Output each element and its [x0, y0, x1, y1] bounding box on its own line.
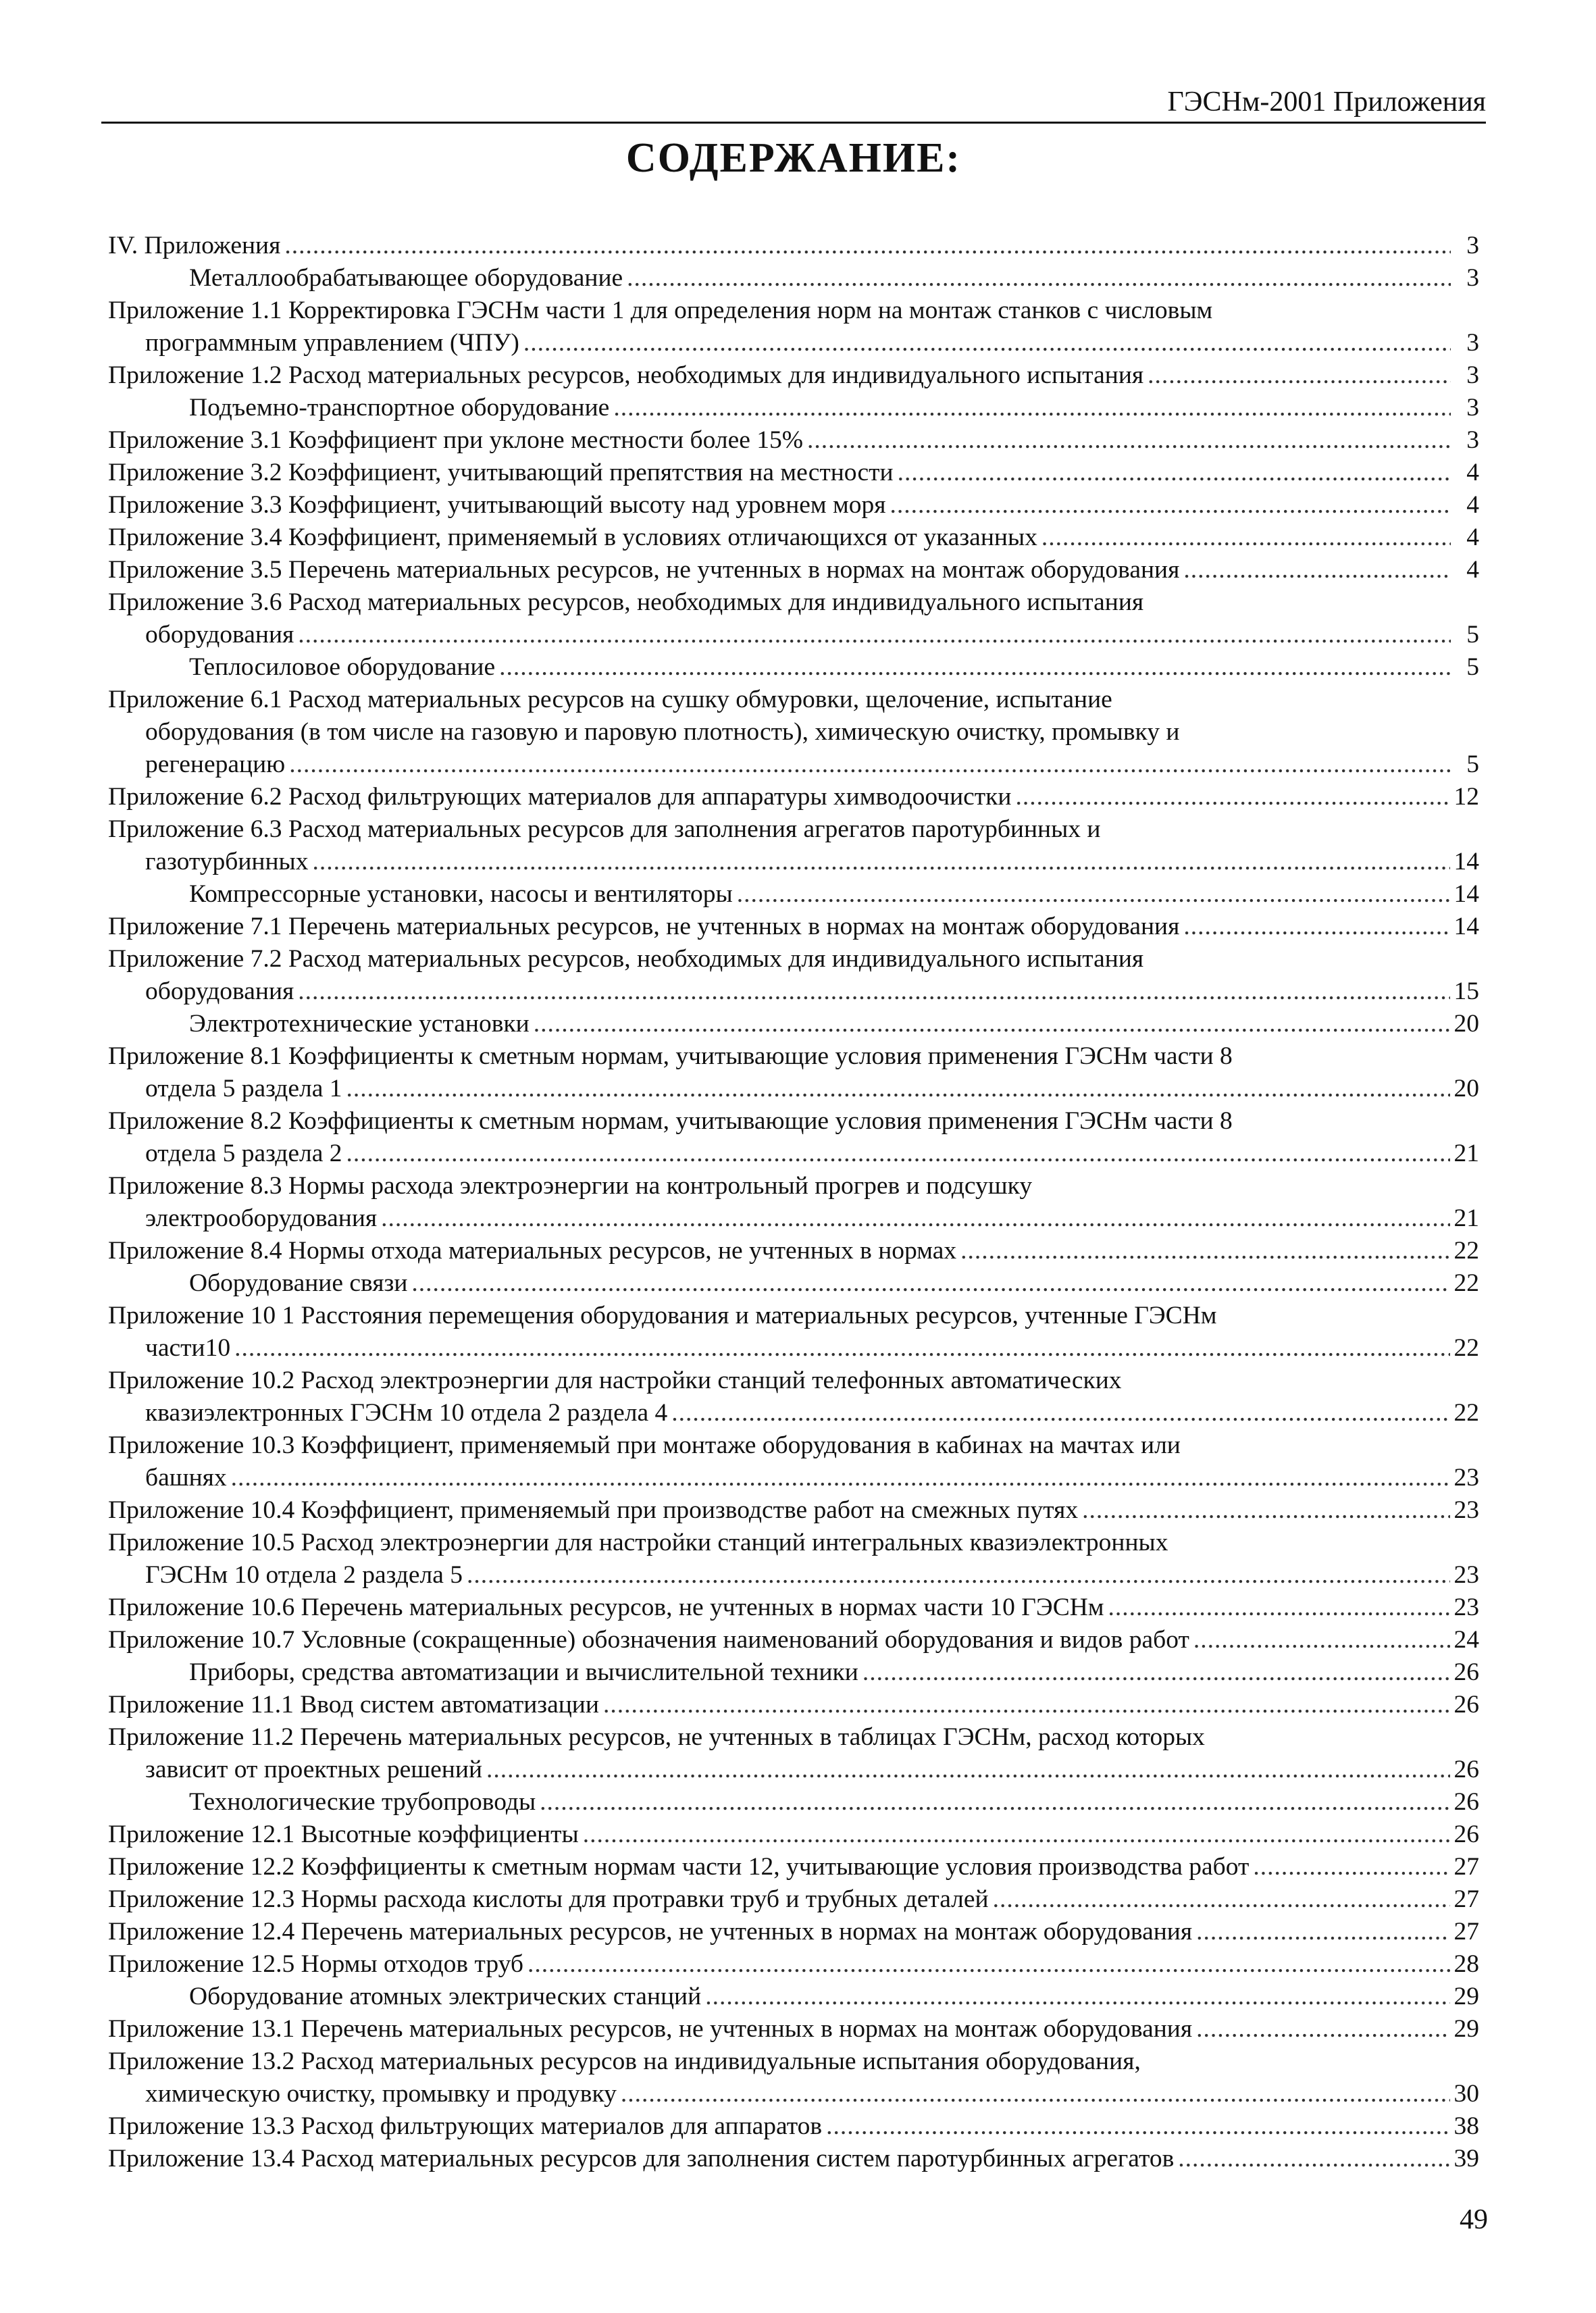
toc-entry-text: Приложение 3.6 Расход материальных ресурсов, необходимых для индивидуального испытания	[108, 588, 1144, 616]
toc-section-heading	[108, 262, 1479, 295]
toc-page-number: 14	[1453, 848, 1479, 875]
leader-dots	[898, 457, 1451, 489]
toc-entry	[108, 1721, 1479, 1786]
toc-page-number: 20	[1453, 1010, 1479, 1038]
leader-dots	[1193, 1624, 1450, 1656]
leader-dots	[1082, 1494, 1449, 1527]
toc-entry-text: Приложение 11.1 Ввод систем автоматизации	[108, 1691, 599, 1719]
leader-dots	[527, 1948, 1450, 1981]
leader-dots	[1148, 359, 1451, 392]
leader-dots	[1196, 2013, 1449, 2045]
toc-page-number: 23	[1453, 1496, 1479, 1524]
leader-dots	[960, 1235, 1449, 1267]
toc-page-number: 3	[1466, 232, 1479, 259]
toc-page-number: 4	[1466, 459, 1479, 486]
toc-entry	[108, 1948, 1479, 1981]
leader-dots	[1041, 522, 1451, 554]
toc-entry	[108, 359, 1479, 392]
toc-entry-text: Приложение 7.2 Расход материальных ресурсов, необходимых для индивидуального испытания	[108, 945, 1144, 973]
header-title: ГЭСНм-2001 Приложения	[1167, 86, 1486, 118]
toc-entry	[108, 457, 1479, 489]
toc-entry	[108, 2110, 1479, 2143]
leader-dots	[993, 1883, 1450, 1916]
toc-entry	[108, 2143, 1479, 2175]
leader-dots	[583, 1819, 1450, 1851]
leader-dots	[1196, 1916, 1449, 1948]
toc-entry	[108, 1235, 1479, 1267]
toc-entry-text: Приложение 12.4 Перечень материальных ресурсов, не учтенных в нормах на монтаж оборудования	[108, 1918, 1193, 1946]
toc-entry-text: отдела 5 раздела 1	[145, 1075, 342, 1102]
toc-page-number: 26	[1453, 1821, 1479, 1848]
toc-entry-text: Приложение 10.7 Условные (сокращенные) обозначения наименований оборудования и видов работ	[108, 1626, 1189, 1654]
toc-page-number: 20	[1453, 1075, 1479, 1102]
leader-dots	[523, 327, 1451, 359]
toc-page-number: 22	[1453, 1269, 1479, 1297]
toc-page-number: 5	[1466, 621, 1479, 649]
toc-entry	[108, 2013, 1479, 2045]
toc-section-heading	[108, 1267, 1479, 1300]
toc-entry	[108, 1851, 1479, 1883]
toc-entry-text: Приложение 12.3 Нормы расхода кислоты для протравки труб и трубных деталей	[108, 1885, 989, 1913]
leader-dots	[234, 1332, 1449, 1365]
leader-dots	[284, 230, 1451, 262]
toc-page-number: 15	[1453, 977, 1479, 1005]
toc-entry-text: Приложение 3.2 Коэффициент, учитывающий препятствия на местности	[108, 459, 894, 486]
leader-dots	[826, 2110, 1449, 2143]
toc-entry-text: оборудования	[145, 621, 294, 649]
leader-dots	[540, 1786, 1449, 1819]
toc-page-number: 39	[1453, 2145, 1479, 2172]
toc-entry	[108, 1300, 1479, 1365]
toc-entry-text: Приложение 3.3 Коэффициент, учитывающий высоту над уровнем моря	[108, 491, 886, 519]
toc-page-number: 3	[1466, 264, 1479, 292]
toc-entry-text: Приборы, средства автоматизации и вычислительной техники	[189, 1658, 858, 1686]
leader-dots	[1015, 781, 1449, 813]
toc-entry	[108, 522, 1479, 554]
toc-entry-text: Оборудование связи	[189, 1269, 408, 1297]
toc-page-number: 23	[1453, 1464, 1479, 1492]
toc-page-number: 3	[1466, 426, 1479, 454]
leader-dots	[705, 1981, 1449, 2013]
toc-page-number: 27	[1453, 1918, 1479, 1946]
toc-entry-text: башнях	[145, 1464, 227, 1492]
leader-dots	[486, 1754, 1449, 1786]
toc-entry-text: газотурбинных	[145, 848, 309, 875]
toc-entry	[108, 424, 1479, 457]
toc-section-heading	[108, 1008, 1479, 1040]
toc-entry-text: Приложение 6.1 Расход материальных ресурсов на сушку обмуровки, щелочение, испытание	[108, 686, 1112, 713]
toc-entry-text: Приложение 10.3 Коэффициент, применяемый при монтаже оборудования в кабинах на мачтах или	[108, 1431, 1181, 1459]
leader-dots	[621, 2078, 1450, 2110]
toc-entry	[108, 586, 1479, 651]
toc-section-heading	[108, 878, 1479, 911]
toc-entry	[108, 1916, 1479, 1948]
toc-entry	[108, 1527, 1479, 1592]
toc-page-number: 38	[1453, 2112, 1479, 2140]
toc-entry	[108, 1365, 1479, 1429]
toc-entry	[108, 1689, 1479, 1721]
leader-dots	[346, 1073, 1449, 1105]
toc-page-number: 22	[1453, 1399, 1479, 1427]
leader-dots	[613, 392, 1451, 424]
toc-entry-text: Приложение 12.1 Высотные коэффициенты	[108, 1821, 579, 1848]
leader-dots	[534, 1008, 1450, 1040]
leader-dots	[467, 1559, 1450, 1592]
toc-entry-text: Приложение 13.4 Расход материальных ресурсов для заполнения систем паротурбинных агрегатов	[108, 2145, 1175, 2172]
toc-entry-text: отдела 5 раздела 2	[145, 1140, 342, 1167]
toc-page-number: 27	[1453, 1885, 1479, 1913]
toc-entry-text: Приложение 3.5 Перечень материальных ресурсов, не учтенных в нормах на монтаж оборудования	[108, 556, 1180, 584]
leader-dots	[313, 846, 1450, 878]
toc-page-number: 3	[1466, 361, 1479, 389]
toc-entry-text: Приложение 12.2 Коэффициенты к сметным нормам части 12, учитывающие условия производства работ	[108, 1853, 1250, 1881]
leader-dots	[890, 489, 1451, 522]
toc-entry	[108, 2045, 1479, 2110]
leader-dots	[1108, 1592, 1450, 1624]
leader-dots	[1183, 554, 1451, 586]
toc-page-number: 29	[1453, 2015, 1479, 2043]
toc-entry-text: Приложение 1.1 Корректировка ГЭСНм части 1 для определения норм на монтаж станков с числовым	[108, 297, 1213, 324]
toc-entry-text: Приложение 13.3 Расход фильтрующих материалов для аппаратов	[108, 2112, 823, 2140]
toc-section-heading	[108, 651, 1479, 684]
toc-page-number: 21	[1453, 1204, 1479, 1232]
toc-entry	[108, 1819, 1479, 1851]
toc-entry	[108, 684, 1479, 781]
toc-page-number: 22	[1453, 1334, 1479, 1362]
leader-dots	[298, 975, 1449, 1008]
leader-dots	[863, 1656, 1450, 1689]
toc-section-heading	[108, 392, 1479, 424]
toc-section-heading	[108, 1981, 1479, 2013]
toc-entry	[108, 1624, 1479, 1656]
leader-dots	[231, 1462, 1450, 1494]
toc-entry	[108, 781, 1479, 813]
toc-page-number: 26	[1453, 1756, 1479, 1783]
toc-entry	[108, 489, 1479, 522]
toc-entry	[108, 1105, 1479, 1170]
toc-entry	[108, 1040, 1479, 1105]
toc-entry-text: Металлообрабатывающее оборудование	[189, 264, 623, 292]
leader-dots	[381, 1202, 1449, 1235]
toc-entry-text: Приложение 10.2 Расход электроэнергии для настройки станций телефонных автоматических	[108, 1367, 1122, 1394]
table-of-contents	[108, 230, 1479, 2175]
toc-entry-text: регенерацию	[145, 751, 286, 778]
toc-entry-text: Приложение 12.5 Нормы отходов труб	[108, 1950, 523, 1978]
toc-entry-text: Приложение 8.2 Коэффициенты к сметным нормам, учитывающие условия применения ГЭСНм части 8	[108, 1107, 1233, 1135]
toc-entry-text: Приложение 8.4 Нормы отхода материальных ресурсов, не учтенных в нормах	[108, 1237, 957, 1265]
toc-entry	[108, 1494, 1479, 1527]
toc-page-number: 21	[1453, 1140, 1479, 1167]
toc-page-number: 22	[1453, 1237, 1479, 1265]
toc-page-number: 24	[1453, 1626, 1479, 1654]
toc-entry-text: Оборудование атомных электрических станций	[189, 1983, 702, 2010]
toc-entry-text: Приложение 10.5 Расход электроэнергии для настройки станций интегральных квазиэлектронных	[108, 1529, 1168, 1556]
toc-page-number: 27	[1453, 1853, 1479, 1881]
toc-entry-text: Приложение 3.1 Коэффициент при уклоне местности более 15%	[108, 426, 803, 454]
toc-page-number: 14	[1453, 880, 1479, 908]
toc-entry	[108, 1883, 1479, 1916]
toc-page-number: 12	[1453, 783, 1479, 811]
running-header	[101, 81, 1486, 124]
toc-page-number: 4	[1466, 556, 1479, 584]
toc-page-number: 5	[1466, 751, 1479, 778]
leader-dots	[289, 748, 1451, 781]
toc-entry-text: ГЭСНм 10 отдела 2 раздела 5	[145, 1561, 463, 1589]
toc-entry-text: Приложение 11.2 Перечень материальных ресурсов, не учтенных в таблицах ГЭСНм, расход которых	[108, 1723, 1205, 1751]
toc-entry-text: Приложение 8.1 Коэффициенты к сметным нормам, учитывающие условия применения ГЭСНм части 8	[108, 1042, 1233, 1070]
toc-page-number: 30	[1453, 2080, 1479, 2108]
toc-section-heading	[108, 1656, 1479, 1689]
toc-page-number: 26	[1453, 1788, 1479, 1816]
toc-entry-text: химическую очистку, промывку и продувку	[145, 2080, 617, 2108]
toc-page-number: 26	[1453, 1658, 1479, 1686]
toc-entry-text: Приложение 10 1 Расстояния перемещения оборудования и материальных ресурсов, учтенные ГЭСНм	[108, 1302, 1217, 1329]
leader-dots	[807, 424, 1451, 457]
leader-dots	[627, 262, 1451, 295]
toc-entry	[108, 1429, 1479, 1494]
leader-dots	[1253, 1851, 1449, 1883]
toc-entry-text: Приложение 6.2 Расход фильтрующих материалов для аппаратуры химводоочистки	[108, 783, 1012, 811]
leader-dots	[411, 1267, 1449, 1300]
toc-page-number: 5	[1466, 653, 1479, 681]
toc-section-heading	[108, 1786, 1479, 1819]
toc-page-number: 29	[1453, 1983, 1479, 2010]
toc-entry	[108, 1170, 1479, 1235]
toc-page-number: 3	[1466, 329, 1479, 357]
toc-entry	[108, 813, 1479, 878]
toc-entry-text: Подъемно-транспортное оборудование	[189, 394, 610, 422]
toc-entry-text: Приложение 7.1 Перечень материальных ресурсов, не учтенных в нормах на монтаж оборудования	[108, 913, 1180, 940]
leader-dots	[499, 651, 1451, 684]
toc-entry-text: Приложение 1.2 Расход материальных ресурсов, необходимых для индивидуального испытания	[108, 361, 1144, 389]
toc-entry-text: IV. Приложения	[108, 232, 281, 259]
toc-entry	[108, 1592, 1479, 1624]
leader-dots	[298, 619, 1451, 651]
leader-dots	[1183, 911, 1449, 943]
toc-page-number: 23	[1453, 1561, 1479, 1589]
toc-entry-text: Приложение 10.4 Коэффициент, применяемый при производстве работ на смежных путях	[108, 1496, 1079, 1524]
toc-entry-text: Приложение 3.4 Коэффициент, применяемый в условиях отличающихся от указанных	[108, 524, 1037, 551]
toc-entry-text: оборудования (в том числе на газовую и паровую плотность), химическую очистку, промывку и	[145, 718, 1180, 746]
leader-dots	[1178, 2143, 1449, 2175]
leader-dots	[603, 1689, 1450, 1721]
toc-page-number: 4	[1466, 524, 1479, 551]
toc-entry-text: Теплосиловое оборудование	[189, 653, 496, 681]
toc-page-number: 4	[1466, 491, 1479, 519]
toc-page-number: 28	[1453, 1950, 1479, 1978]
toc-entry-text: Компрессорные установки, насосы и вентиляторы	[189, 880, 733, 908]
toc-entry-text: Приложение 10.6 Перечень материальных ресурсов, не учтенных в нормах части 10 ГЭСНм	[108, 1594, 1104, 1621]
leader-dots	[671, 1397, 1449, 1429]
toc-entry-text: Приложение 6.3 Расход материальных ресурсов для заполнения агрегатов паротурбинных и	[108, 815, 1101, 843]
toc-page-number: 23	[1453, 1594, 1479, 1621]
toc-entry-text: Приложение 13.2 Расход материальных ресурсов на индивидуальные испытания оборудования,	[108, 2048, 1141, 2075]
toc-entry-text: Приложение 8.3 Нормы расхода электроэнергии на контрольный прогрев и подсушку	[108, 1172, 1033, 1200]
leader-dots	[346, 1138, 1449, 1170]
toc-entry-text: Технологические трубопроводы	[189, 1788, 536, 1816]
toc-page-number: 14	[1453, 913, 1479, 940]
toc-entry-text: части10	[145, 1334, 231, 1362]
toc-entry-text: Приложение 13.1 Перечень материальных ресурсов, не учтенных в нормах на монтаж оборудования	[108, 2015, 1193, 2043]
toc-entry	[108, 943, 1479, 1008]
toc-entry-text: зависит от проектных решений	[145, 1756, 483, 1783]
leader-dots	[737, 878, 1450, 911]
toc-entry	[108, 554, 1479, 586]
toc-page-number: 3	[1466, 394, 1479, 422]
toc-entry-text: программным управлением (ЧПУ)	[145, 329, 519, 357]
toc-entry	[108, 911, 1479, 943]
toc-entry-text: электрооборудования	[145, 1204, 378, 1232]
toc-entry-text: оборудования	[145, 977, 294, 1005]
toc-entry	[108, 230, 1479, 262]
toc-entry-text: квазиэлектронных ГЭСНм 10 отдела 2 раздела 4	[145, 1399, 668, 1427]
page-number: 49	[1460, 2204, 1488, 2235]
page-title: СОДЕРЖАНИЕ:	[625, 135, 962, 181]
toc-entry-text: Электротехнические установки	[189, 1010, 530, 1038]
toc-entry	[108, 295, 1479, 359]
toc-page-number: 26	[1453, 1691, 1479, 1719]
